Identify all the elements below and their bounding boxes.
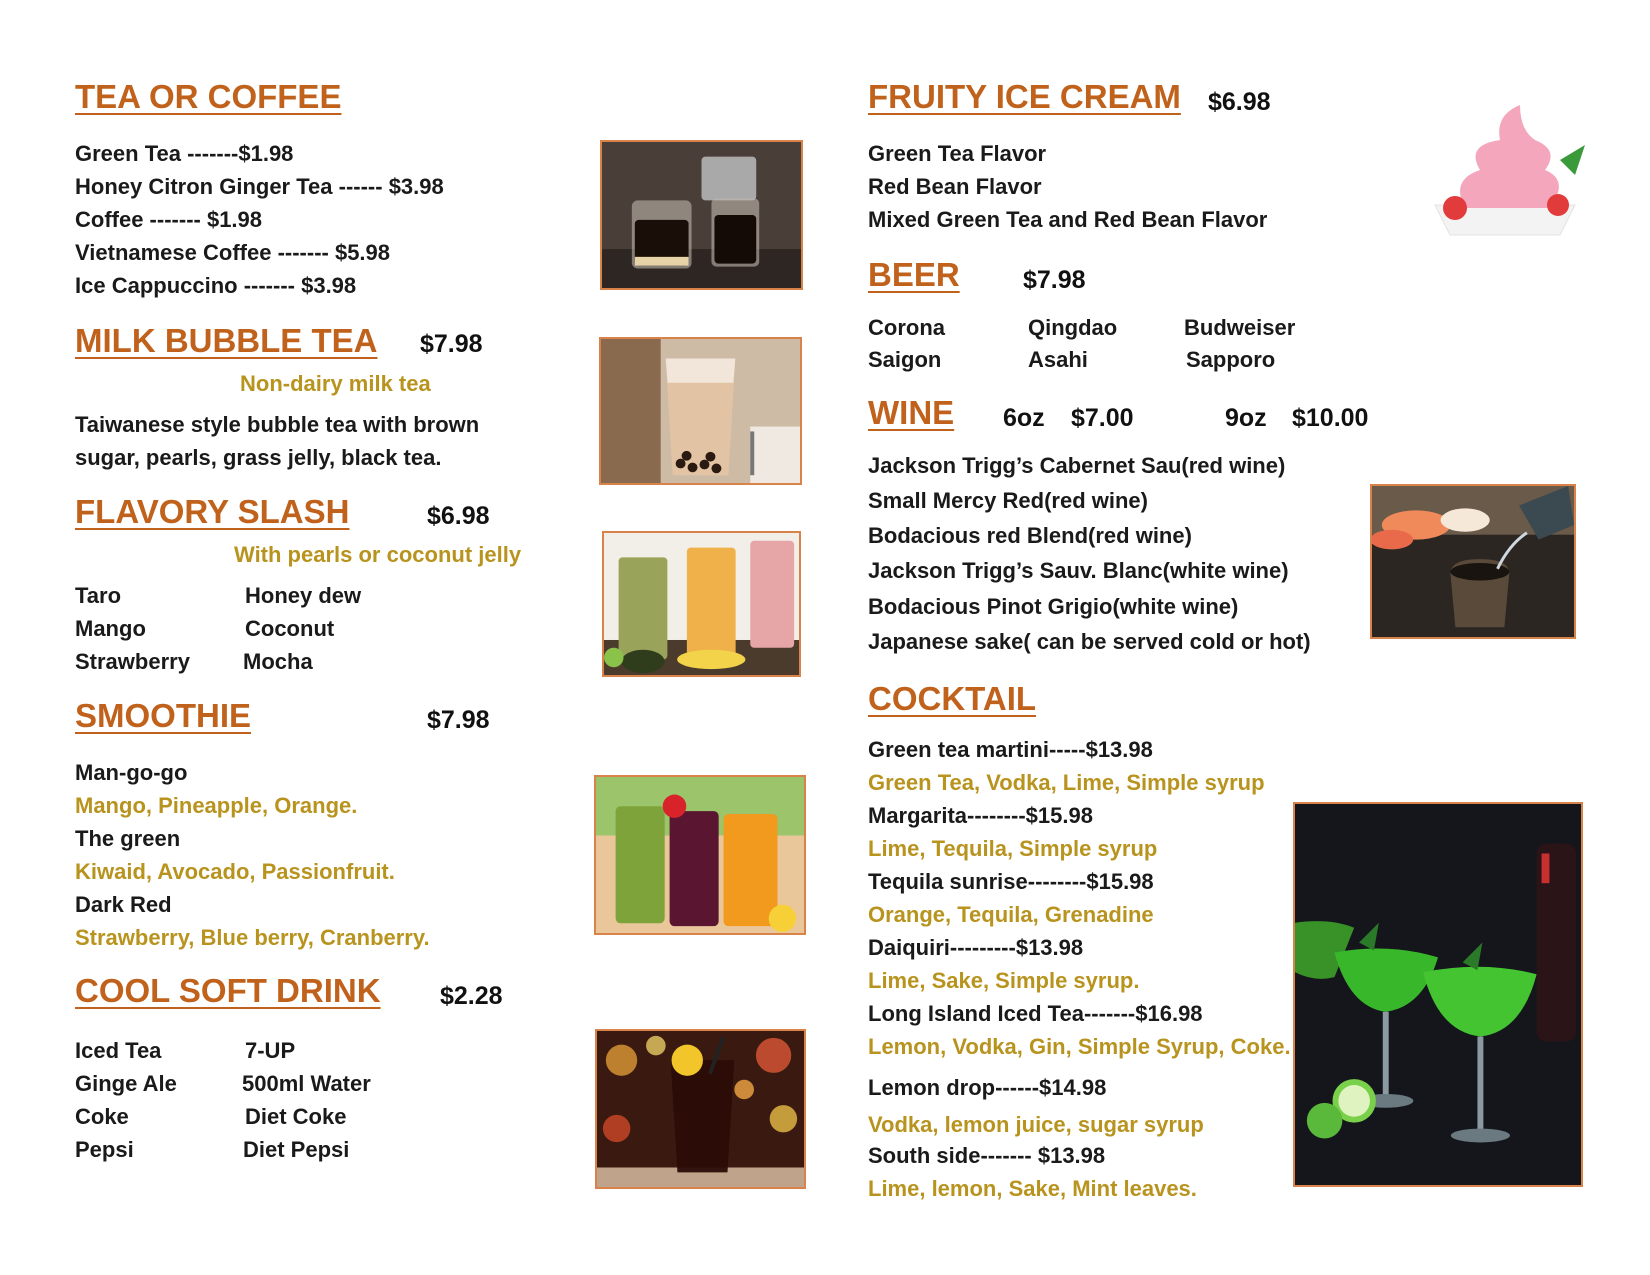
beer-heading: BEER [868, 256, 960, 293]
menu-item: Asahi [1028, 347, 1088, 372]
ice-cream-price: $6.98 [1208, 88, 1271, 116]
menu-item: Qingdao [1028, 315, 1118, 340]
menu-item: Mocha [243, 649, 313, 674]
cocktail-photo [1293, 802, 1583, 1187]
flavory-slash-note: With pearls or coconut jelly [234, 542, 522, 567]
smoothie-ingredients: Mango, Pineapple, Orange. [75, 793, 358, 818]
menu-item: Mango [75, 616, 146, 641]
smoothie-ingredients: Strawberry, Blue berry, Cranberry. [75, 925, 430, 950]
smoothie-price: $7.98 [427, 706, 490, 734]
menu-item: Iced Tea [75, 1038, 162, 1063]
cocktail-name: South side------- $13.98 [868, 1143, 1106, 1168]
cocktail-name: Tequila sunrise--------$15.98 [868, 869, 1154, 894]
smoothie-heading: SMOOTHIE [75, 697, 252, 734]
menu-item: Vietnamese Coffee ------- $5.98 [75, 240, 391, 265]
wine-item: Small Mercy Red(red wine) [868, 488, 1148, 513]
menu-item: Corona [868, 315, 945, 340]
cocktail-ingredients: Lemon, Vodka, Gin, Simple Syrup, Coke. [868, 1034, 1291, 1059]
cocktail-name: Margarita--------$15.98 [868, 803, 1093, 828]
menu-item: Green Tea -------$1.98 [75, 141, 294, 166]
wine-item: Japanese sake( can be served cold or hot) [868, 629, 1311, 654]
menu-item: Ice Cappuccino ------- $3.98 [75, 273, 357, 298]
wine-size-9oz: 9oz [1225, 404, 1267, 432]
cocktail-ingredients: Orange, Tequila, Grenadine [868, 902, 1154, 927]
smoothie-name: The green [75, 826, 181, 851]
menu-item: Coconut [245, 616, 335, 641]
slush-photo [602, 531, 801, 677]
wine-price-6oz: $7.00 [1071, 404, 1134, 432]
cocktail-heading: COCKTAIL [868, 680, 1037, 717]
soft-drink-photo [595, 1029, 806, 1189]
wine-item: Jackson Trigg’s Sauv. Blanc(white wine) [868, 558, 1289, 583]
cocktail-ingredients: Vodka, lemon juice, sugar syrup [868, 1112, 1204, 1137]
menu-item: Coffee ------- $1.98 [75, 207, 263, 232]
menu-item: Budweiser [1184, 315, 1296, 340]
tea-coffee-heading: TEA OR COFFEE [75, 78, 342, 115]
menu-item: Strawberry [75, 649, 190, 674]
wine-price-9oz: $10.00 [1292, 404, 1369, 432]
soft-drink-price: $2.28 [440, 982, 503, 1010]
cocktail-ingredients: Lime, Sake, Simple syrup. [868, 968, 1140, 993]
bubble-tea-photo [599, 337, 802, 485]
menu-item: Honey dew [245, 583, 362, 608]
sake-photo [1370, 484, 1576, 639]
smoothie-name: Dark Red [75, 892, 172, 917]
menu-item: Sapporo [1186, 347, 1276, 372]
cocktail-name: Daiquiri---------$13.98 [868, 935, 1084, 960]
milk-bubble-tea-price: $7.98 [420, 330, 483, 358]
menu-item: Honey Citron Ginger Tea ------ $3.98 [75, 174, 444, 199]
milk-bubble-tea-desc: Taiwanese style bubble tea with brown [75, 412, 480, 437]
menu-item: Diet Pepsi [243, 1137, 350, 1162]
smoothie-name: Man-go-go [75, 760, 188, 785]
wine-item: Bodacious Pinot Grigio(white wine) [868, 594, 1239, 619]
milk-bubble-tea-heading: MILK BUBBLE TEA [75, 322, 378, 359]
menu-item: Saigon [868, 347, 942, 372]
flavory-slash-heading: FLAVORY SLASH [75, 493, 350, 530]
coffee-photo [600, 140, 803, 290]
wine-item: Bodacious red Blend(red wine) [868, 523, 1192, 548]
wine-item: Jackson Trigg’s Cabernet Sau(red wine) [868, 453, 1286, 478]
cocktail-ingredients: Lime, lemon, Sake, Mint leaves. [868, 1176, 1197, 1201]
menu-item: Ginge Ale [75, 1071, 177, 1096]
cocktail-name: Lemon drop------$14.98 [868, 1075, 1107, 1100]
milk-bubble-tea-desc: sugar, pearls, grass jelly, black tea. [75, 445, 442, 470]
menu-item: 500ml Water [242, 1071, 371, 1096]
menu-item: Diet Coke [245, 1104, 347, 1129]
cocktail-name: Long Island Iced Tea-------$16.98 [868, 1001, 1203, 1026]
soft-drink-heading: COOL SOFT DRINK [75, 972, 381, 1009]
menu-item: Pepsi [75, 1137, 134, 1162]
menu-item: Red Bean Flavor [868, 174, 1042, 199]
milk-bubble-tea-note: Non-dairy milk tea [240, 371, 431, 396]
menu-item: Taro [75, 583, 122, 608]
menu-item: Coke [75, 1104, 129, 1129]
beer-price: $7.98 [1023, 266, 1086, 294]
flavory-slash-price: $6.98 [427, 502, 490, 530]
menu-item: Mixed Green Tea and Red Bean Flavor [868, 207, 1268, 232]
cocktail-name: Green tea martini-----$13.98 [868, 737, 1153, 762]
menu-item: 7-UP [245, 1038, 296, 1063]
ice-cream-heading: FRUITY ICE CREAM [868, 78, 1181, 115]
smoothie-photo [594, 775, 806, 935]
cocktail-ingredients: Green Tea, Vodka, Lime, Simple syrup [868, 770, 1265, 795]
smoothie-ingredients: Kiwaid, Avocado, Passionfruit. [75, 859, 395, 884]
menu-item: Green Tea Flavor [868, 141, 1047, 166]
wine-size-6oz: 6oz [1003, 404, 1045, 432]
ice-cream-photo [1410, 100, 1600, 240]
wine-heading: WINE [868, 394, 955, 431]
cocktail-ingredients: Lime, Tequila, Simple syrup [868, 836, 1158, 861]
